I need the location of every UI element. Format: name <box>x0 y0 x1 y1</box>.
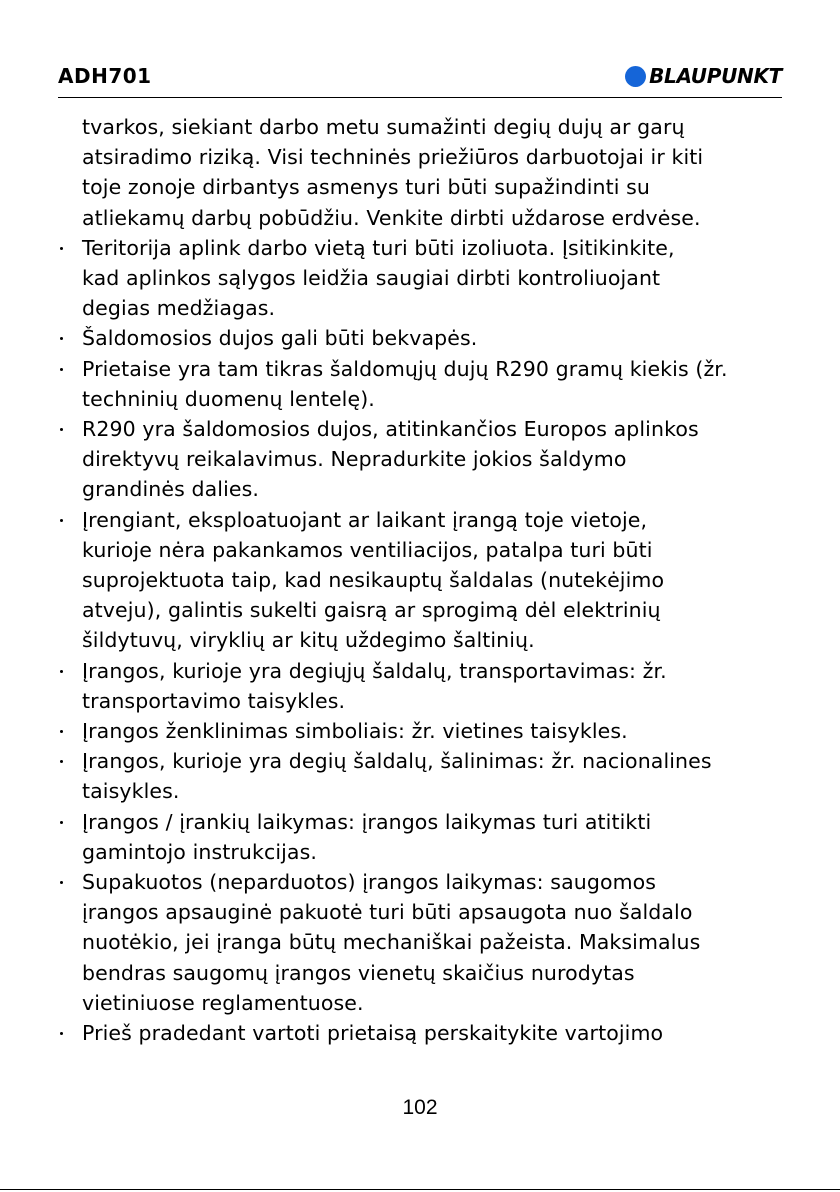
bullet-item <box>82 656 782 716</box>
text-line: Įrengiant, eksploatuojant ar laikant įrangą toje vietoje, <box>82 507 648 532</box>
bullet-dot-icon <box>60 670 63 673</box>
text-line: direktyvų reikalavimus. Nepradurkite jokios šaldymo <box>82 447 627 472</box>
bullet-dot-icon <box>60 730 63 733</box>
bullet-dot-icon <box>60 368 63 371</box>
text-line: grandinės dalies. <box>82 477 259 502</box>
text-line: kad aplinkos sąlygos leidžia saugiai dirbti kontroliuojant <box>82 266 661 291</box>
brand-logo <box>625 62 782 90</box>
bullet-item <box>82 354 782 414</box>
text-line: tvarkos, siekiant darbo metu sumažinti degių dujų ar garų <box>82 115 685 139</box>
text-line: R290 yra šaldomosios dujos, atitinkančios Europos aplinkos <box>82 417 699 442</box>
bullet-dot-icon <box>60 881 63 884</box>
text-line: transportavimo taisykles. <box>82 688 346 713</box>
brand-name: BLAUPUNKT <box>649 64 782 88</box>
text-line: Prietaise yra tam tikras šaldomųjų dujų R290 gramų kiekis (žr. <box>82 356 728 381</box>
text-line: Įrangos, kurioje yra degiųjų šaldalų, transportavimas: žr. <box>82 658 667 683</box>
text-line: atsiradimo riziką. Visi techninės priežiūros darbuotojai ir kiti <box>82 145 704 170</box>
text-line: techninių duomenų lentelę). <box>82 386 375 411</box>
brand-dot-icon <box>625 66 646 87</box>
text-line: Šaldomosios dujos gali būti bekvapės. <box>82 326 478 351</box>
bullet-dot-icon <box>60 821 63 824</box>
bullet-item <box>82 323 782 353</box>
page-number: 102 <box>402 1096 438 1119</box>
bullet-item <box>82 233 782 324</box>
text-line: Prieš pradedant vartoti prietaisą perskaitykite vartojimo <box>82 1021 664 1046</box>
bullet-item <box>82 505 782 656</box>
text-line: Supakuotos (neparduotos) įrangos laikymas: saugomos <box>82 870 657 895</box>
text-line: nuotėkio, jei įranga būtų mechaniškai pažeista. Maksimalus <box>82 930 701 955</box>
text-line: taisykles. <box>82 779 180 804</box>
bullet-dot-icon <box>60 428 63 431</box>
text-line: Įrangos / įrankių laikymas: įrangos laikymas turi atitikti <box>82 809 652 834</box>
bullet-dot-icon <box>60 337 63 340</box>
text-line: šildytuvų, viryklių ar kitų uždegimo šaltinių. <box>82 628 535 653</box>
bullet-dot-icon <box>60 247 63 250</box>
text-line: degias medžiagas. <box>82 296 276 321</box>
text-line: Įrangos, kurioje yra degių šaldalų, šalinimas: žr. nacionalines <box>82 749 712 774</box>
text-line: Teritorija aplink darbo vietą turi būti izoliuota. Įsitikinkite, <box>82 235 675 260</box>
text-line: atliekamų darbų pobūdžiu. Venkite dirbti uždarose erdvėse. <box>82 205 701 230</box>
bullet-item <box>82 746 782 806</box>
text-line: kurioje nėra pakankamos ventiliacijos, patalpa turi būti <box>82 537 653 562</box>
safety-text <box>82 112 782 1048</box>
page-header <box>58 62 782 98</box>
text-line: atveju), galintis sukelti gaisrą ar sprogimą dėl elektrinių <box>82 598 661 623</box>
text-line: Įrangos ženklinimas simboliais: žr. vietines taisykles. <box>82 719 628 744</box>
text-line: bendras saugomų įrangos vienetų skaičius nurodytas <box>82 960 635 985</box>
continuation-paragraph <box>82 112 782 233</box>
bullet-item <box>82 867 782 1018</box>
bullet-item <box>82 1018 782 1048</box>
bullet-dot-icon <box>60 760 63 763</box>
text-line: toje zonoje dirbantys asmenys turi būti supažindinti su <box>82 175 651 200</box>
bullet-dot-icon <box>60 519 63 522</box>
bullet-item <box>82 414 782 505</box>
model-number: ADH701 <box>58 64 152 88</box>
bullet-item <box>82 716 782 746</box>
text-line: suprojektuota taip, kad nesikauptų šaldalas (nutekėjimo <box>82 568 665 593</box>
bullet-item <box>82 807 782 867</box>
text-line: gamintojo instrukcijas. <box>82 839 317 864</box>
text-line: vietiniuose reglamentuose. <box>82 990 364 1015</box>
bullet-dot-icon <box>60 1032 63 1035</box>
text-line: įrangos apsauginė pakuotė turi būti apsaugota nuo šaldalo <box>82 900 693 925</box>
page-bottom-edge <box>0 1189 840 1190</box>
header-rule <box>58 97 782 98</box>
